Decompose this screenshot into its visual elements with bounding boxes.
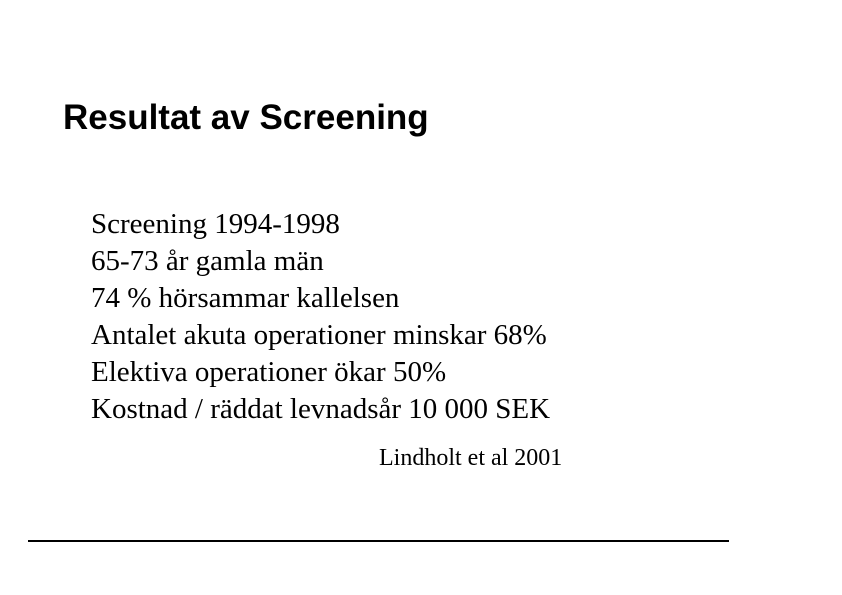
bullet-item-cost: Kostnad / räddat levnadsår 10 000 SEK [91, 393, 551, 425]
bullet-list [91, 207, 550, 429]
bullet-item-elective-operations: Elektiva operationer ökar 50% [91, 356, 447, 388]
bullet-item-screening-period: Screening 1994-1998 [91, 208, 340, 240]
bottom-divider [28, 540, 729, 542]
bullet-item-age-group: 65-73 år gamla män [91, 245, 324, 277]
citation: Lindholt et al 2001 [379, 445, 563, 471]
bullet-item-attendance: 74 % hörsammar kallelsen [91, 282, 400, 314]
slide-title: Resultat av Screening [63, 98, 429, 137]
bullet-item-acute-operations: Antalet akuta operationer minskar 68% [91, 319, 547, 351]
